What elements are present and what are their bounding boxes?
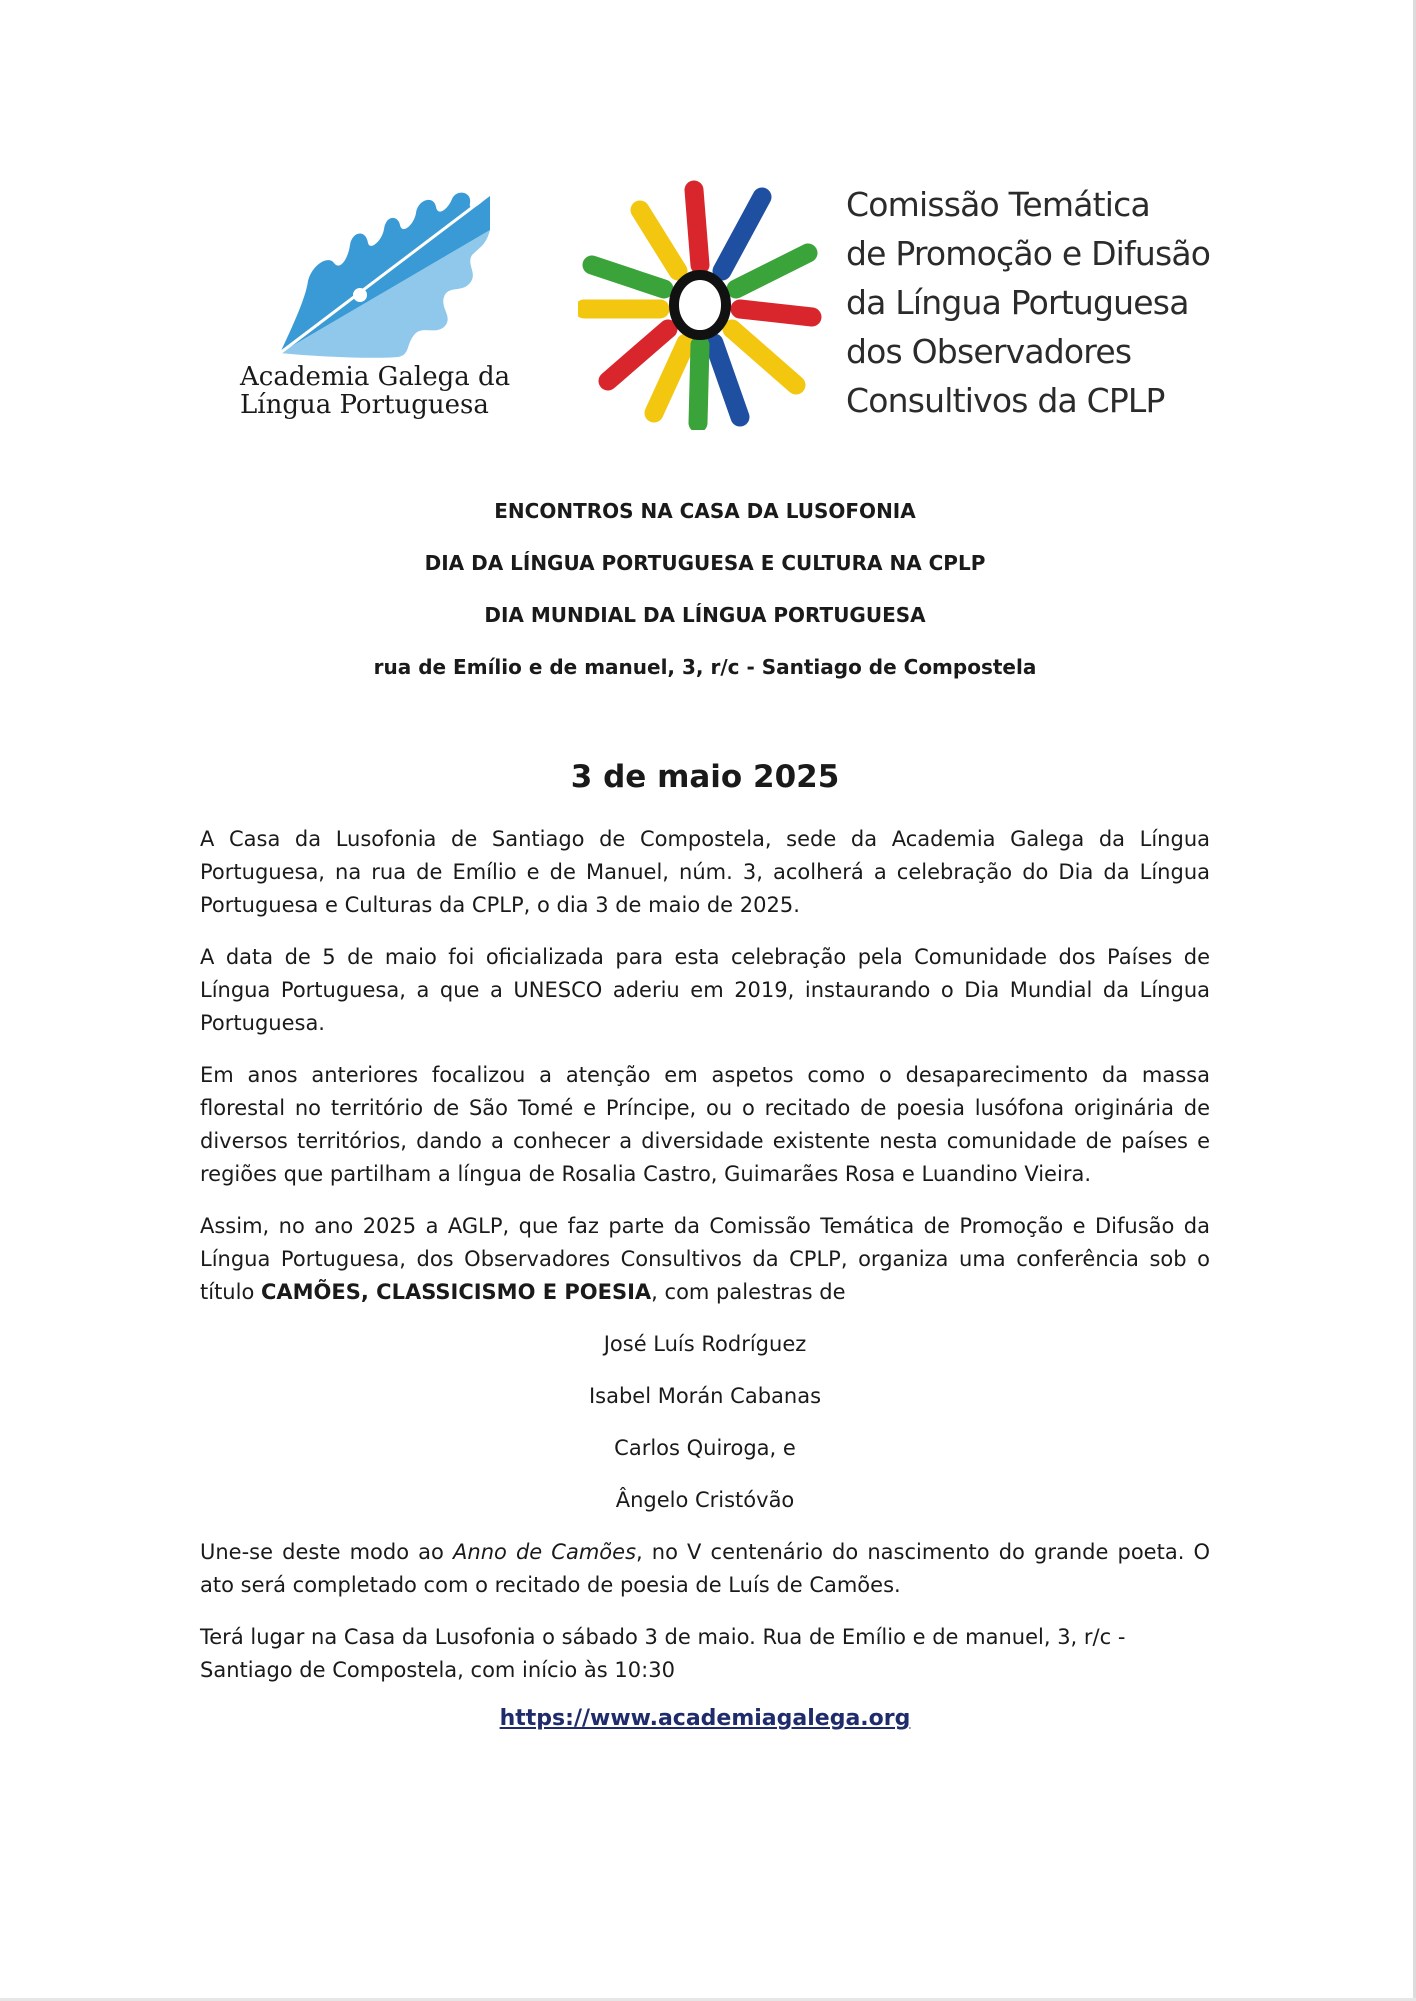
website-link[interactable]: https://www.academiagalega.org	[499, 1706, 911, 1731]
paragraph-date-origin: A data de 5 de maio foi oficializada para esta celebração pela Comunidade dos Países de Língua Portuguesa, a que a UNESCO aderiu em 2019, instaurando o Dia Mundial da Língua Portuguesa.	[200, 945, 1210, 1035]
anno-text-end: , no V centenário do nascimento do grande poeta. O ato será completado com o recitado de poesia de Luís de Camões.	[200, 1540, 1210, 1597]
body-text	[200, 823, 1210, 1706]
aglp-logo	[240, 185, 515, 425]
commission-title	[846, 180, 1246, 425]
aglp-logo-line2: Língua Portuguesa	[240, 390, 489, 420]
heading-encontros: ENCONTROS NA CASA DA LUSOFONIA	[494, 499, 916, 523]
aglp-logo-line1: Academia Galega da	[240, 362, 511, 392]
speaker: Ângelo Cristóvão	[615, 1488, 795, 1512]
anno-text-start: Une-se deste modo ao	[200, 1540, 454, 1564]
speaker: Isabel Morán Cabanas	[588, 1384, 822, 1408]
conference-text-end: , com palestras de	[651, 1280, 846, 1304]
aglp-logo-text	[240, 363, 515, 419]
commission-line: Comissão Temática	[846, 185, 1150, 224]
heading-dia-lingua: DIA DA LÍNGUA PORTUGUESA E CULTURA NA CPLP	[424, 551, 986, 575]
heading-dia-mundial: DIA MUNDIAL DA LÍNGUA PORTUGUESA	[484, 603, 926, 627]
conference-text-start: Assim, no ano 2025 a AGLP, que faz parte da Comissão Temática de Promoção e Difusão da Língua Portuguesa, dos Observadores Consultivos da CPLP, organiza uma conferência sob o título	[200, 1214, 1210, 1304]
aglp-leaf-icon	[258, 185, 498, 360]
conference-title: CAMÕES, CLASSICISMO E POESIA	[260, 1280, 652, 1304]
paragraph-intro: A Casa da Lusofonia de Santiago de Compostela, sede da Academia Galega da Língua Portuguesa, na rua de Emílio e de Manuel, núm. 3, acolherá a celebração do Dia da Língua Portuguesa e Culturas da CPLP, o dia 3 de maio de 2025.	[200, 827, 1210, 917]
cplp-flower-logo	[578, 180, 823, 430]
paragraph-previous-years: Em anos anteriores focalizou a atenção em aspetos como o desaparecimento da massa florestal no território de São Tomé e Príncipe, ou o recitado de poesia lusófona originária de diversos territórios, dando a conhecer a diversidade existente nesta comunidade de países e regiões que partilham a língua de Rosalia Castro, Guimarães Rosa e Luandino Vieira.	[200, 1063, 1210, 1186]
commission-line: Consultivos da CPLP	[846, 381, 1165, 420]
commission-line: de Promoção e Difusão	[846, 234, 1211, 273]
speakers-list	[200, 1328, 1210, 1517]
cplp-flower-icon	[578, 180, 823, 430]
paragraph-anno-camoes	[200, 1536, 1210, 1602]
heading-address: rua de Emílio e de manuel, 3, r/c - Santiago de Compostela	[373, 655, 1037, 679]
paragraph-conference	[200, 1210, 1210, 1309]
speaker: Carlos Quiroga, e	[614, 1436, 796, 1460]
commission-line: da Língua Portuguesa	[846, 283, 1189, 322]
commission-line: dos Observadores	[846, 332, 1132, 371]
event-headings	[200, 498, 1210, 706]
anno-camoes-title: Anno de Camões	[453, 1540, 637, 1564]
paragraph-venue: Terá lugar na Casa da Lusofonia o sábado 3 de maio. Rua de Emílio e de manuel, 3, r/c - Santiago de Compostela, com início às 10:30	[200, 1625, 1126, 1682]
website-link-container	[200, 1702, 1210, 1736]
speaker: José Luís Rodríguez	[603, 1332, 807, 1356]
date-title: 3 de maio 2025	[570, 759, 840, 795]
